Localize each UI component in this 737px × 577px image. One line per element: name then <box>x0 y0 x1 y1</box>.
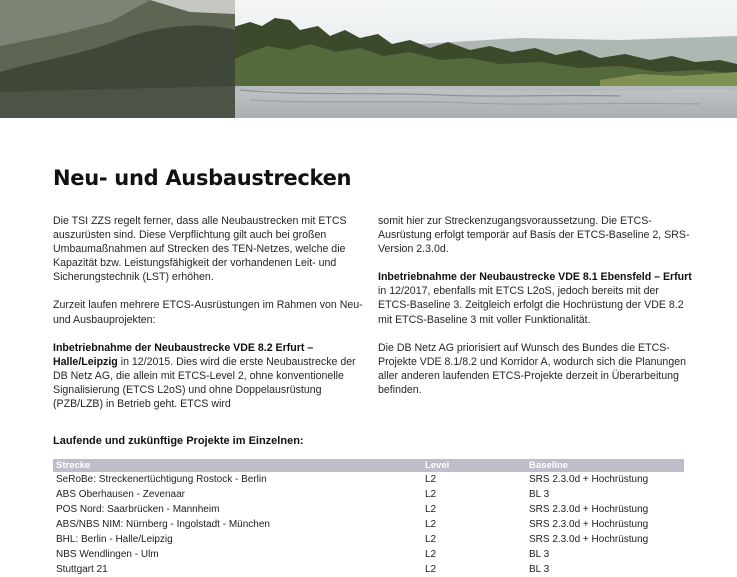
cell-strecke: ABS/NBS NIM: Nürnberg - Ingolstadt - München <box>56 519 270 530</box>
cell-baseline: SRS 2.3.0d + Hochrüstung <box>529 534 649 545</box>
table-row <box>53 472 684 487</box>
paragraph-continuation: somit hier zur Streckenzugangsvoraussetzung. Die ETCS-Ausrüstung erfolgt temporär auf Basis der ETCS-Baseline 2, SRS-Version 2.3.0d. <box>378 215 690 256</box>
cell-strecke: POS Nord: Saarbrücken - Mannheim <box>56 504 220 515</box>
cell-baseline: SRS 2.3.0d + Hochrüstung <box>529 519 649 530</box>
cell-strecke: NBS Wendlingen - Ulm <box>56 549 159 560</box>
text-column-right <box>378 214 693 411</box>
paragraph-vde-8-2 <box>53 341 371 411</box>
cell-strecke: BHL: Berlin - Halle/Leipzig <box>56 534 173 545</box>
paragraph-vde-8-2-text: in 12/2015. Dies wird die erste Neubaustrecke der DB Netz AG, die allein mit ETCS-Level 2, ohne konventionelle Signalisierung (ETCS L2oS) und ohne Doppelausrüstung (PZB/LZB) in Betrieb geht. ETCS wird <box>53 355 356 411</box>
cell-baseline: SRS 2.3.0d + Hochrüstung <box>529 504 649 515</box>
cell-strecke: ABS Oberhausen - Zevenaar <box>56 489 185 500</box>
cell-level: L2 <box>425 504 437 515</box>
paragraph-vde-8-1-text: in 12/2017, ebenfalls mit ETCS L2oS, jedoch bereits mit der ETCS-Baseline 3. Zeitgleich erfolgt die Hochrüstung der VDE 8.2 mit ETCS-Baseline 3 mit voller Funktionalität. <box>378 285 684 326</box>
cell-strecke: SeRoBe: Streckenertüchtigung Rostock - Berlin <box>56 474 267 485</box>
paragraph-vde-8-2-heading: Inbetriebnahme der Neubaustrecke VDE 8.2 Erfurt – Halle/Leipzig <box>53 341 314 368</box>
lake-landscape-illustration <box>0 0 737 118</box>
table-header-row <box>53 459 684 472</box>
cell-baseline: BL 3 <box>529 489 550 500</box>
cell-level: L2 <box>425 489 437 500</box>
table-row <box>53 487 684 502</box>
paragraph-vde-8-1 <box>378 270 693 326</box>
paragraph-priorisation: Die DB Netz AG priorisiert auf Wunsch des Bundes die ETCS-Projekte VDE 8.1/8.2 und Korridor A, wodurch sich die Planungen aller anderen laufenden ETCS-Projekte derzeit in Überarbeitung befinden. <box>378 341 686 396</box>
cell-level: L2 <box>425 519 437 530</box>
cell-level: L2 <box>425 534 437 545</box>
table-row <box>53 547 684 562</box>
cell-level: L2 <box>425 474 437 485</box>
header-baseline: Baseline <box>529 460 569 471</box>
table-title: Laufende und zukünftige Projekte im Einzelnen: <box>53 435 304 447</box>
paragraph-tsi-zzs: Die TSI ZZS regelt ferner, dass alle Neubaustrecken mit ETCS auszurüsten sind. Diese Verpflichtung gilt auch bei großen Umbaumaßnahmen auf Strecken des TEN-Netzes, welche die Kapazität bzw. Leistungsfähigkeit der vorhandenen Leit- und Sicherungstechnik (LST) erhöhen. <box>53 215 347 284</box>
cell-strecke: Stuttgart 21 <box>56 564 108 575</box>
paragraph-current-projects: Zurzeit laufen mehrere ETCS-Ausrüstungen im Rahmen von Neu- und Ausbauprojekten: <box>53 299 363 326</box>
cell-baseline: BL 3 <box>529 549 550 560</box>
text-column-left <box>53 214 371 425</box>
paragraph-vde-8-1-heading: Inbetriebnahme der Neubaustrecke VDE 8.1 Ebensfeld – Erfurt <box>378 271 692 284</box>
table-row <box>53 532 684 547</box>
cell-baseline: SRS 2.3.0d + Hochrüstung <box>529 474 649 485</box>
page-title: Neu- und Ausbaustrecken <box>53 166 352 190</box>
table-row <box>53 502 684 517</box>
cell-level: L2 <box>425 549 437 560</box>
cell-level: L2 <box>425 564 437 575</box>
header-strecke: Strecke <box>56 460 91 471</box>
table-row <box>53 517 684 532</box>
cell-baseline: BL 3 <box>529 564 550 575</box>
header-level: Level <box>425 460 450 471</box>
table-row <box>53 562 684 577</box>
projects-table <box>53 459 684 577</box>
lake-banner-photo <box>0 0 737 118</box>
